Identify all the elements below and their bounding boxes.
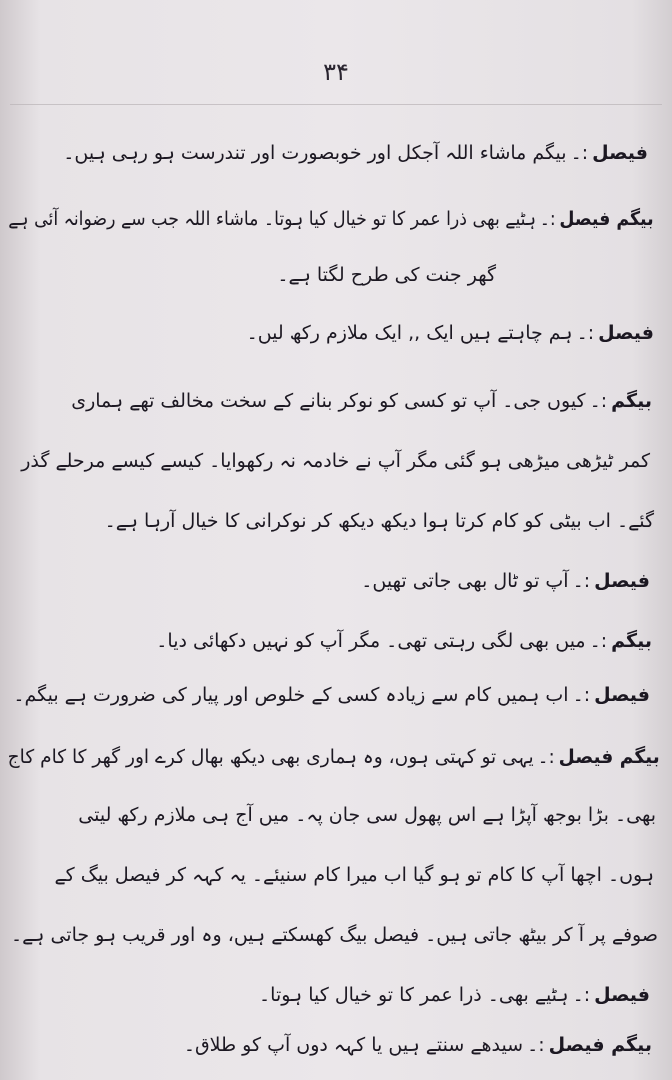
- dialogue-line: [71, 392, 652, 411]
- dialogue-continuation: [21, 452, 650, 471]
- dialogue-line: [184, 1036, 652, 1055]
- dialogue-text: اب ہمیں کام سے زیادہ کسی کے خلوص اور پیار کی ضرورت ہے بیگم۔: [13, 684, 569, 706]
- speaker-name: بیگم فیصل: [559, 208, 654, 230]
- speaker-name: بیگم: [611, 390, 652, 412]
- dialogue-continuation: [55, 866, 654, 885]
- dialogue-line: [8, 748, 660, 767]
- dialogue-line: [247, 324, 654, 343]
- dialogue-continuation: [11, 926, 658, 945]
- dialogue-line: [259, 986, 650, 1005]
- speaker-separator: :۔: [537, 746, 556, 768]
- dialogue-text: کمر ٹیڑھی میڑھی ہو گئی مگر آپ نے خادمہ نہ رکھوایا۔ کیسے کیسے مرحلے گذر: [21, 450, 650, 472]
- speaker-name: فیصل: [594, 684, 650, 706]
- dialogue-text: کیوں جی۔ آپ تو کسی کو نوکر بنانے کے سخت مخالف تھے ہماری: [71, 390, 586, 412]
- page-number: ۳۴: [323, 58, 349, 86]
- speaker-separator: :۔: [589, 390, 608, 412]
- speaker-name: فیصل: [594, 570, 650, 592]
- dialogue-text: ہٹیے بھی ذرا عمر کا تو خیال کیا ہوتا۔ ماشاء اللہ جب سے رضوانہ آئی ہے: [8, 208, 537, 230]
- speaker-separator: :۔: [572, 684, 591, 706]
- speaker-separator: :۔: [572, 984, 591, 1006]
- dialogue-text: بیگم ماشاء اللہ آجکل اور خوبصورت اور تندرست ہو رہی ہیں۔: [63, 142, 567, 164]
- page-rule-line: [10, 104, 662, 105]
- dialogue-text: ہوں۔ اچھا آپ کا کام تو ہو گیا اب میرا کام سنیئے۔ یہ کہہ کر فیصل بیگ کے: [54, 864, 654, 886]
- dialogue-continuation: [105, 512, 654, 531]
- dialogue-text: بھی۔ بڑا بوجھ آپڑا ہے اس پھول سی جان پہ۔ میں آج ہی ملازم رکھ لیتی: [78, 804, 656, 826]
- dialogue-text: ہم چاہتے ہیں ایک ,, ایک ملازم رکھ لیں۔: [246, 322, 573, 344]
- dialogue-text: یہی تو کہتی ہوں، وہ ہماری بھی دیکھ بھال کرے اور گھر کا کام کاج: [7, 746, 534, 768]
- dialogue-text: سیدھے سنتے ہیں یا کہہ دوں آپ کو طلاق۔: [183, 1034, 524, 1056]
- speaker-separator: :۔: [576, 322, 595, 344]
- speaker-name: فیصل: [598, 322, 654, 344]
- speaker-name: بیگم فیصل: [548, 1034, 652, 1056]
- dialogue-text: ہٹیے بھی۔ ذرا عمر کا تو خیال کیا ہوتا۔: [259, 984, 569, 1006]
- dialogue-line: [13, 686, 650, 705]
- dialogue-text: گھر جنت کی طرح لگتا ہے۔: [277, 264, 496, 286]
- dialogue-line: [156, 632, 652, 651]
- speaker-separator: :۔: [572, 570, 591, 592]
- speaker-name: فیصل: [594, 984, 650, 1006]
- dialogue-text: میں بھی لگی رہتی تھی۔ مگر آپ کو نہیں دکھائی دیا۔: [156, 630, 586, 652]
- dialogue-continuation: [277, 266, 496, 285]
- dialogue-text: صوفے پر آ کر بیٹھ جاتی ہیں۔ فیصل بیگ کھسکتے ہیں، وہ اور قریب ہو جاتی ہے۔: [11, 924, 658, 946]
- dialogue-text: گئے۔ اب بیٹی کو کام کرتا ہوا دیکھ دیکھ کر نوکرانی کا خیال آرہا ہے۔: [104, 510, 654, 532]
- dialogue-line: [63, 144, 648, 163]
- speaker-name: فیصل: [592, 142, 648, 164]
- dialogue-text: آپ تو ٹال بھی جاتی تھیں۔: [361, 570, 569, 592]
- speaker-separator: :۔: [527, 1034, 545, 1056]
- dialogue-line: [361, 572, 650, 591]
- speaker-name: بیگم فیصل: [558, 746, 660, 768]
- speaker-separator: :۔: [589, 630, 608, 652]
- dialogue-continuation: [78, 806, 656, 825]
- speaker-separator: :۔: [540, 208, 557, 230]
- speaker-separator: :۔: [570, 142, 589, 164]
- speaker-name: بیگم: [611, 630, 652, 652]
- dialogue-line: [9, 210, 654, 229]
